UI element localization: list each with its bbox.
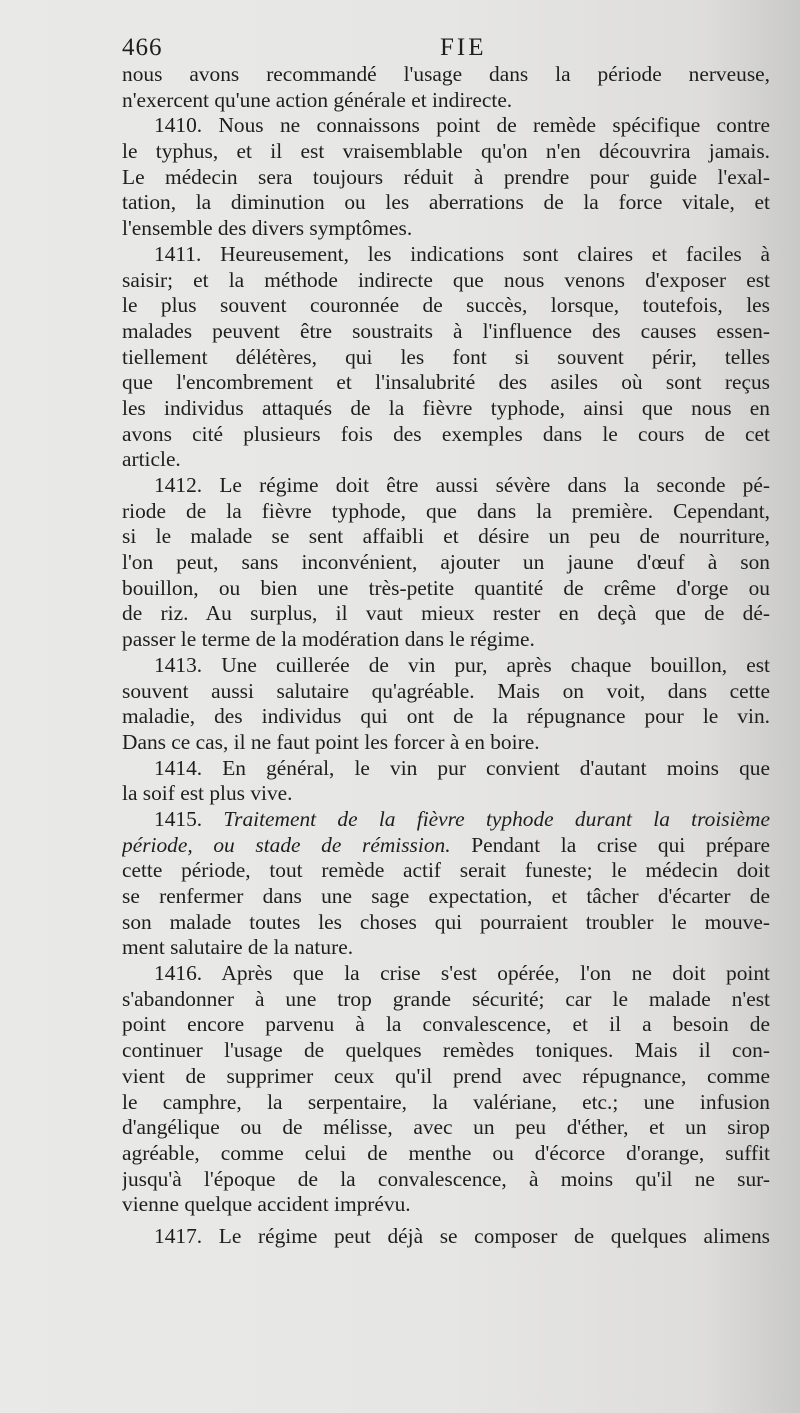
paragraph-1412: 1412. Le régime doit être aussi sévère dans la seconde pé-	[154, 473, 770, 497]
text-line: ment salutaire de la nature.	[122, 935, 354, 960]
text-line: vienne quelque accident imprévu.	[122, 1192, 411, 1217]
paragraph-1414: 1414. En général, le vin pur convient d'autant moins que	[154, 755, 770, 780]
text-line: tiellement délétères, qui les font si souvent périr, telles	[122, 344, 770, 369]
text-line: le plus souvent couronnée de succès, lorsque, toutefois, les	[122, 293, 770, 318]
text-line: n'exercent qu'une action générale et indirecte.	[122, 87, 513, 112]
text-line: de riz. Au surplus, il vaut mieux rester en deçà que de dé-	[122, 601, 770, 626]
paragraph-number: 1415.	[154, 806, 203, 831]
page-number: 466	[122, 34, 163, 61]
show-through-shadow	[540, 1260, 586, 1286]
section-heading-italic: période, ou stade de rémission.	[122, 832, 451, 857]
text-line: s'abandonner à une trop grande sécurité; car le malade n'est	[122, 986, 770, 1011]
text-line: riode de la fièvre typhode, que dans la première. Cependant,	[122, 498, 770, 523]
text-line: malades peuvent être soustraits à l'influence des causes essen-	[122, 318, 770, 343]
text-line: continuer l'usage de quelques remèdes toniques. Mais il con-	[122, 1038, 770, 1063]
text-line: son malade toutes les choses qui pourraient troubler le mouve-	[122, 909, 770, 934]
text-line: vient de supprimer ceux qu'il prend avec répugnance, comme	[122, 1063, 770, 1088]
text-line: agréable, comme celui de menthe ou d'écorce d'orange, suffit	[122, 1140, 770, 1165]
page-body	[122, 62, 770, 1218]
running-head	[122, 34, 772, 64]
text-line: Le médecin sera toujours réduit à prendre pour guide l'exal-	[122, 164, 770, 189]
text-line: l'ensemble des divers symptômes.	[122, 216, 413, 241]
text-line: point encore parvenu à la convalescence, et il a besoin de	[122, 1012, 770, 1037]
text-segment: Pendant la crise qui prépare	[471, 832, 770, 857]
paragraph-1411: 1411. Heureusement, les indications sont claires et faciles à	[154, 241, 770, 266]
text-line: maladie, des individus qui ont de la répugnance pour le vin.	[122, 704, 770, 729]
text-line: cette période, tout remède actif serait funeste; le médecin doit	[122, 858, 770, 883]
text-line: nous avons recommandé l'usage dans la période nerveuse,	[122, 62, 770, 86]
text-line: se renfermer dans une sage expectation, et tâcher d'écarter de	[122, 884, 770, 908]
text-line: jusqu'à l'époque de la convalescence, à moins qu'il ne sur-	[122, 1166, 770, 1191]
text-line: tation, la diminution ou les aberrations de la force vitale, et	[122, 190, 770, 215]
text-line: Dans ce cas, il ne faut point les forcer à en boire.	[122, 729, 540, 754]
text-line: les individus attaqués de la fièvre typhode, ainsi que nous en	[122, 395, 770, 420]
running-title: FIE	[440, 34, 487, 61]
text-line: l'on peut, sans inconvénient, ajouter un jaune d'œuf à son	[122, 550, 770, 575]
text-line: le camphre, la serpentaire, la valériane, etc.; une infusion	[122, 1089, 770, 1114]
last-line	[122, 1224, 770, 1252]
text-line: avons cité plusieurs fois des exemples dans le cours de cet	[122, 421, 770, 446]
text-line: que l'encombrement et l'insalubrité des asiles où sont reçus	[122, 370, 770, 395]
paragraph-1416: 1416. Après que la crise s'est opérée, l'on ne doit point	[154, 961, 770, 986]
text-line	[122, 833, 770, 859]
text-line: passer le terme de la modération dans le régime.	[122, 627, 535, 652]
text-line: le typhus, et il est vraisemblable qu'on n'en découvrira jamais.	[122, 139, 770, 164]
text-line: souvent aussi salutaire qu'agréable. Mais on voit, dans cette	[122, 678, 770, 703]
paragraph-1417: 1417. Le régime peut déjà se composer de quelques alimens	[154, 1224, 770, 1248]
paragraph-1413: 1413. Une cuillerée de vin pur, après chaque bouillon, est	[154, 652, 770, 677]
text-line: saisir; et la méthode indirecte que nous venons d'exposer est	[122, 267, 770, 292]
text-line: si le malade se sent affaibli et désire un peu de nourriture,	[122, 524, 770, 549]
text-line: bouillon, ou bien une très-petite quantité de crême d'orge ou	[122, 575, 770, 600]
section-heading-italic: Traitement de la fièvre typhode durant la troisième	[223, 806, 770, 831]
text-line: article.	[122, 447, 181, 472]
paragraph-1415	[122, 807, 770, 833]
text-line: d'angélique ou de mélisse, avec un peu d'éther, et un sirop	[122, 1115, 770, 1140]
text-line: la soif est plus vive.	[122, 781, 293, 806]
paragraph-1410: 1410. Nous ne connaissons point de remède spécifique contre	[154, 113, 770, 138]
